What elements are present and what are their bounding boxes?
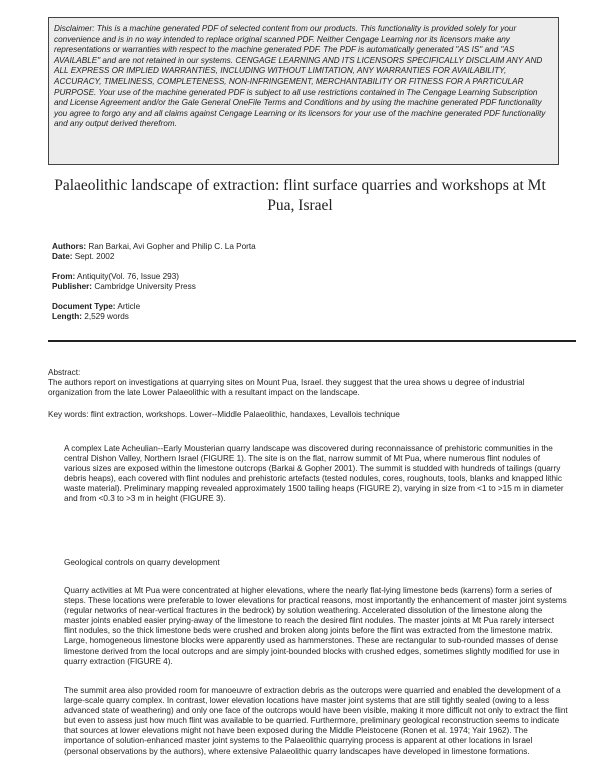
body-paragraph: The summit area also provided room for manoeuvre of extraction debris as the outcrops were quarried and enabled the development of a large-scale quarry complex. In contrast, lower elevation locations have master joint systems that are still tightly sealed (owing to a less advanced state of weathering) and only one face of the outcrops would have been visible, making it more difficult not only to extract the flint but even to assess just how much flint was available to be quarried. Furthermore, preliminary geological reconstruction seems to indicate that sources at lower elevations might not have been exposed during the Middle Pleistocene (Ronen et al. 1974; Yair 1962). The importance of solution-enhanced master joint systems to the Palaeolithic quarrying process is apparent at other locations in Israel (personal observations by the authors), where extensive Palaeolithic quarry landscapes have developed in limestone formations. (64, 686, 568, 756)
from-value: Antiquity(Vol. 76, Issue 293) (77, 272, 179, 281)
divider-rule (48, 340, 576, 342)
date-line (52, 252, 114, 262)
authors-value: Ran Barkai, Avi Gopher and Philip C. La Porta (88, 242, 256, 251)
length-line (52, 312, 129, 322)
date-value: Sept. 2002 (74, 252, 115, 261)
publisher-line (52, 282, 196, 292)
article-title: Palaeolithic landscape of extraction: flint surface quarries and workshops at Mt Pua, Israel (54, 177, 546, 214)
keywords-line: Key words: flint extraction, workshops. Lower--Middle Palaeolithic, handaxes, Levallois technique (48, 410, 400, 419)
publisher-value: Cambridge University Press (94, 282, 196, 291)
section-heading: Geological controls on quarry development (64, 558, 220, 567)
length-label: Length: (52, 312, 83, 321)
abstract-section (48, 368, 568, 398)
date-label: Date: (52, 252, 73, 261)
doctype-line (52, 302, 140, 312)
doctype-value: Article (117, 302, 141, 311)
length-value: 2,529 words (84, 312, 129, 321)
doctype-label: Document Type: (52, 302, 116, 311)
body-paragraph: A complex Late Acheulian--Early Mousterian quarry landscape was discovered during reconnaissance of prehistoric communities in the central Dishon Valley, Northern Israel (FIGURE 1). The site is on the flat, narrow summit of Mt Pua, where numerous flint nodules of various sizes are exposed within the limestone outcrops (Barkai & Gopher 2001). The summit is studded with hundreds of tailings (quarry debris heaps), each covered with flint nodules and prehistoric artefacts (tested nodules, cores, roughouts, tools, blanks and knapped lithic waste material). Preliminary mapping revealed approximately 1500 tailing heaps (FIGURE 2), varying in size from <1 to >15 m in diameter and from <0.3 to >3 m in height (FIGURE 3). (64, 444, 564, 504)
from-label: From: (52, 272, 76, 281)
publisher-label: Publisher: (52, 282, 93, 291)
authors-label: Authors: (52, 242, 87, 251)
body-paragraph: Quarry activities at Mt Pua were concentrated at higher elevations, where the nearly flat-lying limestone beds (karrens) form a series of steps. These locations were preferable to lower elevations for practical reasons, most importantly the enhancement of master joint systems (regular networks of near-vertical fractures in the bedrock) by solution weathering. Accelerated dissolution of the limestone along the master joints enabled easier prying-away of the limestone to reach the desired flint nodules. The master joints at Mt Pua rarely intersect flint nodules, so the thick limestone beds were crushed and broken along joints before the flint was extracted from the limestone matrix. Large, homogeneous limestone blocks were apparently used as hammerstones. These are rectangular to sub-rounded masses of dense limestone derived from the local outcrops and are simply joint-bounded blocks with crushed edges, sometimes slightly modified for use in quarry extraction (FIGURE 4). (64, 586, 567, 666)
abstract-text: The authors report on investigations at quarrying sites on Mount Pua, Israel. they suggest that the urea shows u degree of industrial organization from the late Lower Palaeolithic with a resultant impact on the landscape. (48, 378, 525, 397)
authors-line (52, 242, 256, 252)
disclaimer-box (48, 17, 559, 165)
disclaimer-text: Disclaimer: This is a machine generated PDF of selected content from our products. This functionality is provided solely for your convenience and is in no way intended to replace original scanned PDF. Neither Cengage Learning nor its licensors make any representations or warranties with respect to the machine generated PDF. The PDF is automatically generated "AS IS" and "AS AVAILABLE" and are not retained in our systems. CENGAGE LEARNING AND ITS LICENSORS SPECIFICALLY DISCLAIM ANY AND ALL EXPRESS OR IMPLIED WARRANTIES, INCLUDING WITHOUT LIMITATION, ANY WARRANTIES FOR AVAILABILITY, ACCURACY, TIMELINESS, COMPLETENESS, NON-INFRINGEMENT, MERCHANTABILITY OR FITNESS FOR A PARTICULAR PURPOSE. Your use of the machine generated PDF is subject to all use restrictions contained in The Cengage Learning Subscription and License Agreement and/or the Gale General OneFile Terms and Conditions and by using the machine generated PDF functionality you agree to forgo any and all claims against Cengage Learning or its licensors for your use of the machine generated PDF functionality and any output derived therefrom. (54, 24, 546, 129)
abstract-label: Abstract: (48, 368, 81, 377)
from-line (52, 272, 179, 282)
